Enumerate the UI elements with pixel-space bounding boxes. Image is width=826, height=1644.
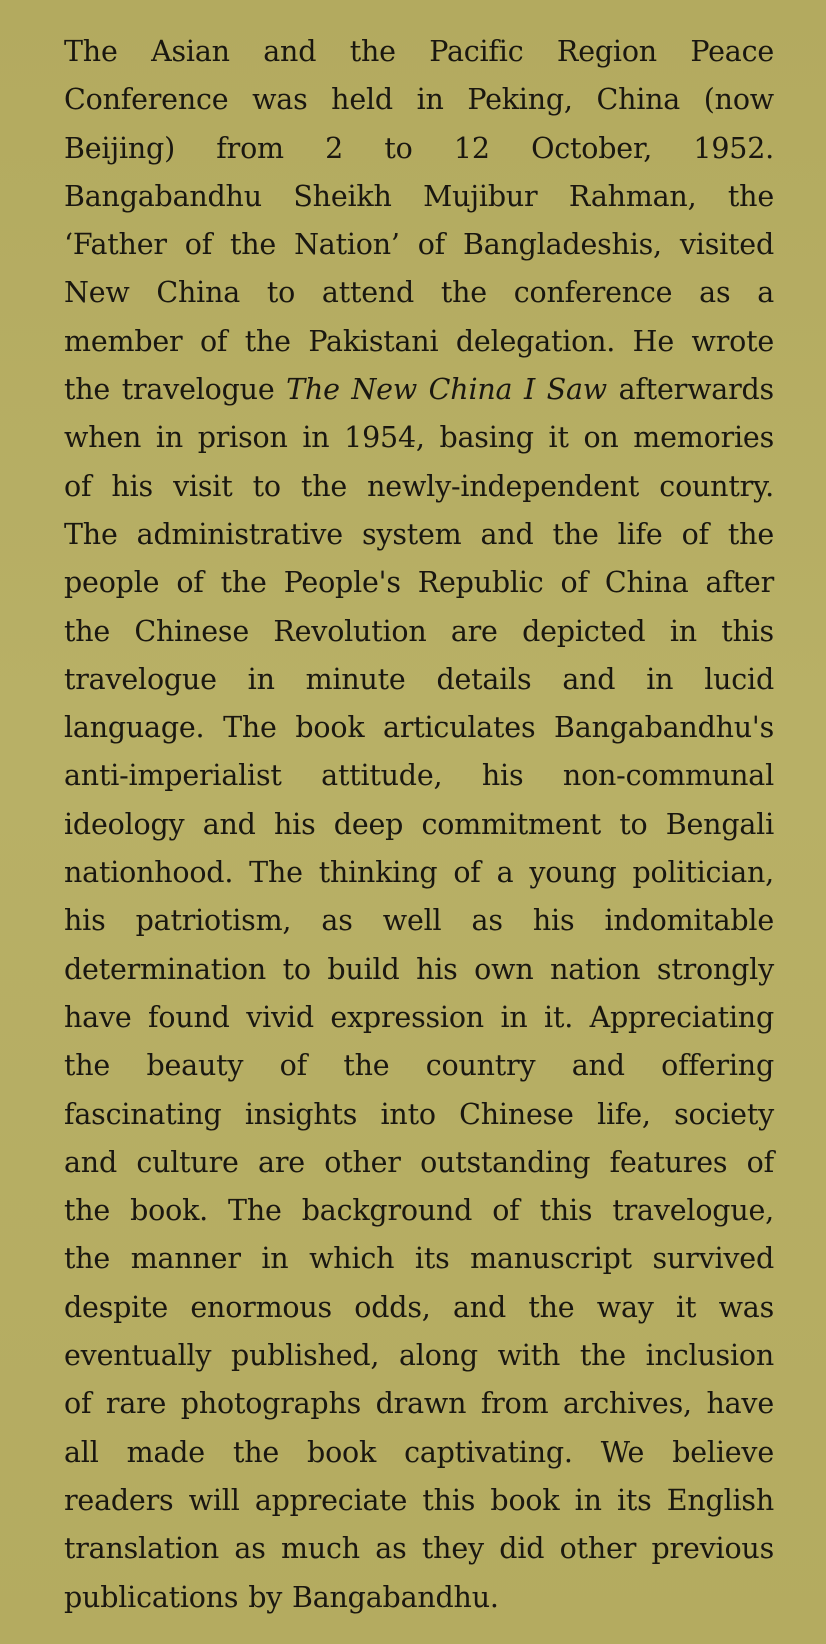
blurb-line: the book. The background of this travelogue, bbox=[64, 1194, 774, 1228]
blurb-line: Conference was held in Peking, China (now bbox=[64, 83, 774, 117]
blurb-line-final: publications by Bangabandhu. bbox=[64, 1580, 499, 1614]
blurb-line: readers will appreciate this book in its English bbox=[64, 1483, 774, 1517]
blurb-line: Bangabandhu Sheikh Mujibur Rahman, the bbox=[64, 179, 774, 213]
blurb-line: eventually published, along with the inclusion bbox=[64, 1339, 774, 1373]
blurb-line-with-title bbox=[64, 366, 774, 414]
blurb-line: travelogue in minute details and in lucid bbox=[64, 662, 774, 696]
blurb-line: language. The book articulates Bangabandhu's bbox=[64, 711, 774, 745]
blurb-line: anti-imperialist attitude, his non-communal bbox=[64, 759, 774, 793]
blurb-line: New China to attend the conference as a bbox=[64, 276, 774, 310]
blurb-line: all made the book captivating. We believe bbox=[64, 1435, 774, 1469]
blurb-line: people of the People's Republic of China after bbox=[64, 566, 774, 600]
blurb-line: his patriotism, as well as his indomitable bbox=[64, 904, 774, 938]
blurb-line: despite enormous odds, and the way it was bbox=[64, 1290, 774, 1324]
blurb-line: the Chinese Revolution are depicted in this bbox=[64, 614, 774, 648]
blurb-line: the manner in which its manuscript survived bbox=[64, 1242, 774, 1276]
blurb-line: of rare photographs drawn from archives, have bbox=[64, 1387, 774, 1421]
book-title: The New China I Saw bbox=[286, 373, 607, 407]
blurb-line: The administrative system and the life of the bbox=[64, 517, 774, 551]
blurb-line: determination to build his own nation strongly bbox=[64, 952, 774, 986]
cover-blurb bbox=[64, 28, 774, 1622]
blurb-line: translation as much as they did other previous bbox=[64, 1532, 774, 1566]
blurb-line: and culture are other outstanding features of bbox=[64, 1145, 774, 1179]
blurb-line: of his visit to the newly-independent country. bbox=[64, 469, 774, 503]
blurb-line: fascinating insights into Chinese life, society bbox=[64, 1097, 774, 1131]
blurb-line: ‘Father of the Nation’ of Bangladeshis, visited bbox=[64, 228, 774, 262]
blurb-line-tail: afterwards bbox=[606, 373, 774, 407]
blurb-line: have found vivid expression in it. Appreciating bbox=[64, 1000, 774, 1034]
blurb-line-lead: the travelogue bbox=[64, 373, 287, 407]
blurb-line: ideology and his deep commitment to Bengali bbox=[64, 807, 774, 841]
blurb-line: Beijing) from 2 to 12 October, 1952. bbox=[64, 131, 774, 165]
blurb-line: the beauty of the country and offering bbox=[64, 1049, 774, 1083]
blurb-line: member of the Pakistani delegation. He wrote bbox=[64, 324, 774, 358]
blurb-line: nationhood. The thinking of a young politician, bbox=[64, 856, 774, 890]
blurb-line: when in prison in 1954, basing it on memories bbox=[64, 421, 774, 455]
blurb-line: The Asian and the Pacific Region Peace bbox=[64, 35, 774, 68]
